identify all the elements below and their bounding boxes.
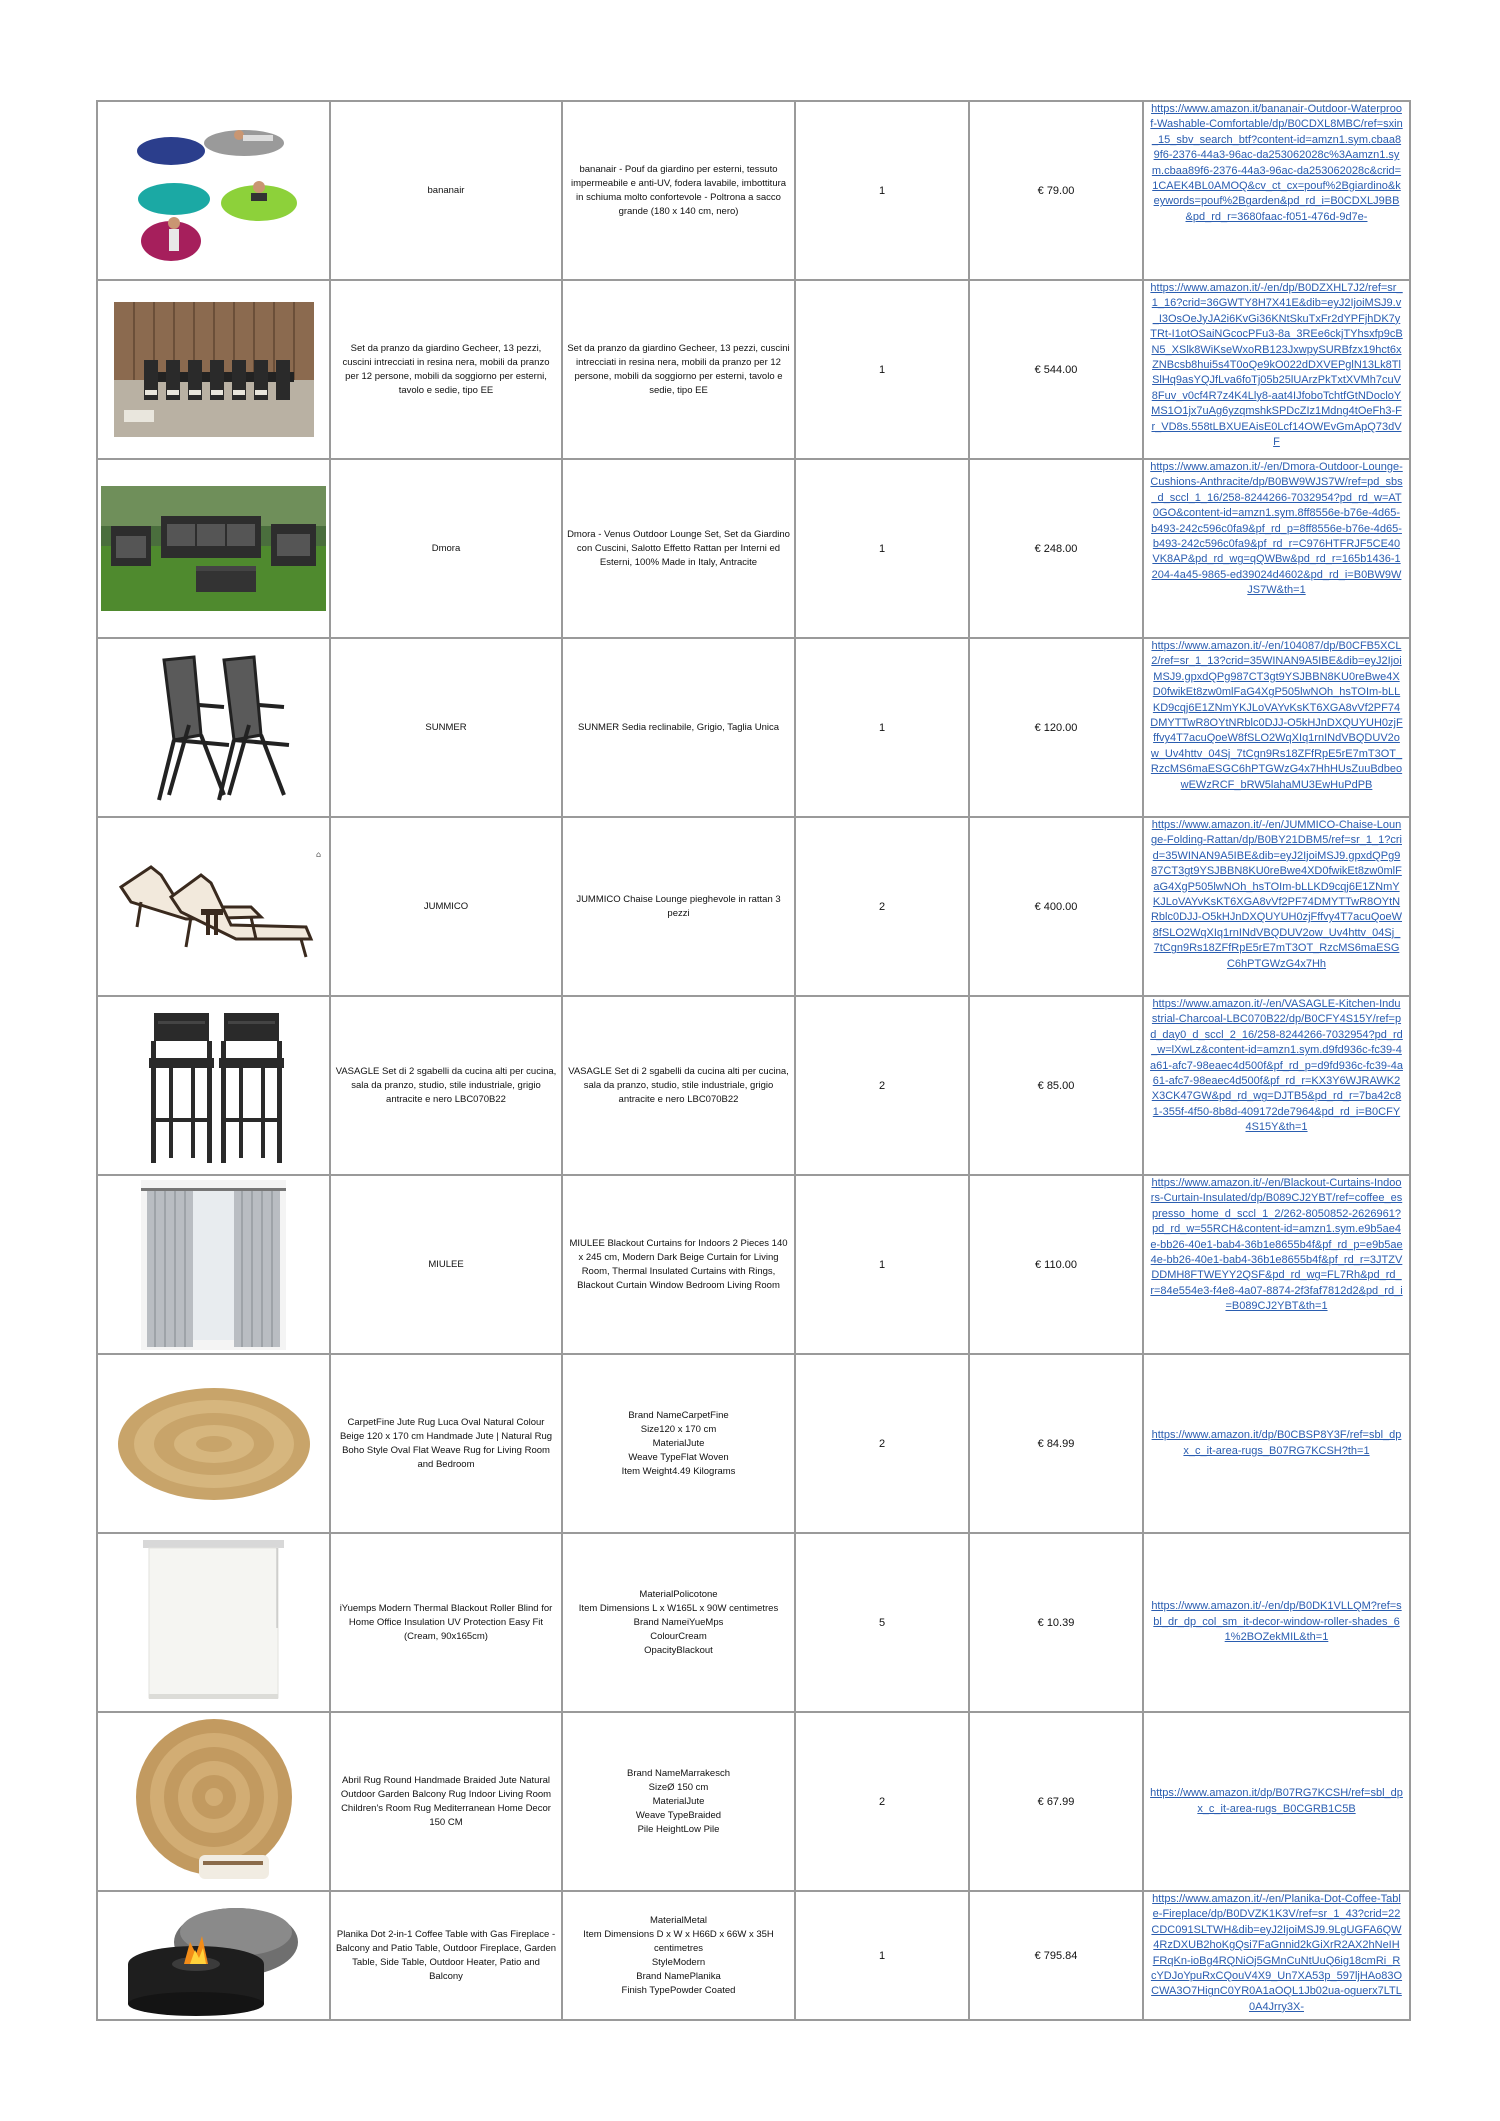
bar-stools-image xyxy=(129,1003,299,1168)
product-link[interactable]: https://www.amazon.it/-/en/JUMMICO-Chaise-Lounge-Folding-Rattan/dp/B0BY21DBM5/ref=sr_1_1?crid=35WINAN9A5IBE&dib=eyJ2IjoiMSJ9.gpxdQPg987CT3gt9YSJBBN8KU0reBwe4XD0fwikEt8zw0mlFaG4XgP505lwNOh_hsTOIm-bLLKD9cqj6E1ZNmYKJLoVAYvKsKT6XGA8vVf2PF74DMYTTwR8OYtNRblc0DJJ-O5kHJnDXQUYUH0zjFffvy4T7acuQoeW8fSLO2WqXIq1rnINdVBQDUV2ow_Uv4httv_04Sj_7tCgn9Rs18ZFfRpE5rE7mT3OT_RzcMS6maESGC6hPTGWzG4x7Hh xyxy=(1150,819,1403,970)
product-quantity: 1 xyxy=(795,1891,969,2020)
product-description: MaterialPolicotone Item Dimensions L x W165L x 90W centimetres Brand NameiYueMps ColourCream OpacityBlackout xyxy=(562,1533,795,1712)
product-link-cell xyxy=(1143,996,1410,1175)
product-name: CarpetFine Jute Rug Luca Oval Natural Colour Beige 120 x 170 cm Handmade Jute | Natural Rug Boho Style Oval Flat Weave Rug for Living Room and Bedroom xyxy=(330,1354,562,1533)
curtains-image xyxy=(141,1180,286,1350)
product-link[interactable]: https://www.amazon.it/-/en/dp/B0DZXHL7J2/ref=sr_1_16?crid=36GWTY8H7X41E&dib=eyJ2IjoiMSJ9.v_I3OsOeJyJA2i6KvGi36KNtSkuTxFr2dYPFjhDK7yTRt-I1otOSaiNGcocPFu3-8a_3REe6ckjTYhsxfp9cBN5_XSlk8WiKseWxoRB123JxwpySURBfzx19hct6xZNBcsb8hui5s4T0oQe9kO022dDXVEPglN13Lk8TlSlHq9asYQJfLva6foTj05b25lUArzPkTxtXVMh7cuV8Fuv_v0cf4R7z4K4Lly8-aat4IJfoboTchtfGtNDocloYMS1O1jx7uAg6yzqmshkSPDcZIz1Mdng4tOeFh3-Fr_VD8s.558tLBXUEAisE0Lcf14OWEvGmApQ73dVF xyxy=(1150,282,1403,449)
product-image-cell xyxy=(97,638,330,817)
product-price: € 400.00 xyxy=(969,817,1143,996)
product-link[interactable]: https://www.amazon.it/-/en/dp/B0DK1VLLQM?ref=sbl_dr_dp_col_sm_it-decor-window-roller-shades_61%2BOZekMIL&th=1 xyxy=(1151,1600,1402,1644)
product-price: € 544.00 xyxy=(969,280,1143,459)
table-row xyxy=(97,459,1410,638)
product-link-cell xyxy=(1143,101,1410,280)
product-link-cell xyxy=(1143,638,1410,817)
product-link[interactable]: https://www.amazon.it/-/en/Dmora-Outdoor-Lounge-Cushions-Anthracite/dp/B0BW9WJS7W/ref=pd_sbs_d_sccl_1_16/258-8244266-7032954?pd_rd_w=AT0GO&content-id=amzn1.sym.8ff8556e-b76e-4d65-b493-242c596c0fa9&pf_rd_p=8ff8556e-b76e-4d65-b493-242c596c0fa9&pf_rd_r=C976HTFRJF5CE40VK8AP&pd_rd_wg=qQWBw&pd_rd_r=165b1436-1204-4a45-9865-ed39024d4602&pd_rd_i=B0BW9WJS7W&th=1 xyxy=(1150,461,1403,597)
roller-blind-image xyxy=(141,1538,286,1708)
product-name: iYuemps Modern Thermal Blackout Roller Blind for Home Office Insulation UV Protection Easy Fit (Cream, 90x165cm) xyxy=(330,1533,562,1712)
fireplace-table-image xyxy=(124,1902,304,2017)
product-name: bananair xyxy=(330,101,562,280)
table-row xyxy=(97,996,1410,1175)
product-link-cell xyxy=(1143,1354,1410,1533)
product-name: MIULEE xyxy=(330,1175,562,1354)
product-description: Brand NameCarpetFine Size120 x 170 cm MaterialJute Weave TypeFlat Woven Item Weight4.49 Kilograms xyxy=(562,1354,795,1533)
product-quantity: 1 xyxy=(795,638,969,817)
product-image-cell xyxy=(97,817,330,996)
table-row xyxy=(97,1712,1410,1891)
product-name: SUNMER xyxy=(330,638,562,817)
product-description: VASAGLE Set di 2 sgabelli da cucina alti per cucina, sala da pranzo, studio, stile industriale, grigio antracite e nero LBC070B22 xyxy=(562,996,795,1175)
product-link[interactable]: https://www.amazon.it/dp/B0CBSP8Y3F/ref=sbl_dpx_c_it-area-rugs_B07RG7KCSH?th=1 xyxy=(1151,1429,1402,1457)
product-image-cell xyxy=(97,1891,330,2020)
product-image-cell xyxy=(97,459,330,638)
product-quantity: 1 xyxy=(795,101,969,280)
table-row xyxy=(97,1354,1410,1533)
product-quantity: 2 xyxy=(795,1354,969,1533)
table-row xyxy=(97,280,1410,459)
product-price: € 120.00 xyxy=(969,638,1143,817)
product-image-cell xyxy=(97,996,330,1175)
dining-set-image xyxy=(114,302,314,437)
product-price: € 79.00 xyxy=(969,101,1143,280)
product-description: Brand NameMarrakesch SizeØ 150 cm MaterialJute Weave TypeBraided Pile HeightLow Pile xyxy=(562,1712,795,1891)
product-price: € 67.99 xyxy=(969,1712,1143,1891)
product-price: € 10.39 xyxy=(969,1533,1143,1712)
product-quantity: 1 xyxy=(795,1175,969,1354)
product-link[interactable]: https://www.amazon.it/bananair-Outdoor-Waterproof-Washable-Comfortable/dp/B0CDXL8MBC/ref=sxin_15_sbv_search_btf?content-id=amzn1.sym.cbaa89f6-2376-44a3-96ac-da253062028c%3Aamzn1.sym.cbaa89f6-2376-44a3-96ac-da253062028c&crid=1CAEK4BL0AMOQ&cv_ct_cx=pouf%2Bgiardino&keywords=pouf%2Bgarden&pd_rd_i=B0CDXLJ9BB&pd_rd_r=3680faac-f051-476d-9d7e- xyxy=(1150,103,1403,223)
product-link-cell xyxy=(1143,1712,1410,1891)
product-link-cell xyxy=(1143,1891,1410,2020)
product-description: MIULEE Blackout Curtains for Indoors 2 Pieces 140 x 245 cm, Modern Dark Beige Curtain for Living Room, Thermal Insulated Curtains with Rings, Blackout Curtain Window Bedroom Living Room xyxy=(562,1175,795,1354)
table-row xyxy=(97,638,1410,817)
product-image-cell xyxy=(97,1533,330,1712)
product-name: VASAGLE Set di 2 sgabelli da cucina alti per cucina, sala da pranzo, studio, stile industriale, grigio antracite e nero LBC070B22 xyxy=(330,996,562,1175)
product-table xyxy=(96,100,1411,2021)
product-price: € 248.00 xyxy=(969,459,1143,638)
chaise-lounges-image xyxy=(101,847,326,967)
product-price: € 795.84 xyxy=(969,1891,1143,2020)
product-link-cell xyxy=(1143,1533,1410,1712)
product-link[interactable]: https://www.amazon.it/dp/B07RG7KCSH/ref=sbl_dpx_c_it-area-rugs_B0CGRB1C5B xyxy=(1150,1787,1403,1815)
product-description: MaterialMetal Item Dimensions D x W x H66D x 66W x 35H centimetres StyleModern Brand NamePlanika Finish TypePowder Coated xyxy=(562,1891,795,2020)
product-description: Dmora - Venus Outdoor Lounge Set, Set da Giardino con Cuscini, Salotto Effetto Rattan per Interni ed Esterni, 100% Made in Italy, Antracite xyxy=(562,459,795,638)
product-link-cell xyxy=(1143,817,1410,996)
product-price: € 85.00 xyxy=(969,996,1143,1175)
round-jute-rug-image xyxy=(129,1717,299,1887)
table-row xyxy=(97,1175,1410,1354)
rattan-lounge-set-image xyxy=(101,486,326,611)
product-price: € 110.00 xyxy=(969,1175,1143,1354)
product-image-cell xyxy=(97,1175,330,1354)
product-name: Dmora xyxy=(330,459,562,638)
product-description: SUNMER Sedia reclinabile, Grigio, Taglia Unica xyxy=(562,638,795,817)
product-quantity: 2 xyxy=(795,1712,969,1891)
product-image-cell xyxy=(97,1712,330,1891)
bean-bag-chairs-image xyxy=(119,111,309,271)
product-name: Set da pranzo da giardino Gecheer, 13 pezzi, cuscini intrecciati in resina nera, mobili da pranzo per 12 persone, mobili da soggiorno per esterni, tavolo e sedie, tipo EE xyxy=(330,280,562,459)
product-link[interactable]: https://www.amazon.it/-/en/Blackout-Curtains-Indoors-Curtain-Insulated/dp/B089CJ2YBT/ref=coffee_espresso_home_d_sccl_1_2/262-8050852-2626961?pd_rd_w=55RCH&content-id=amzn1.sym.e9b5ae4e-bb26-40e1-bab4-36b1e8655b4f&pf_rd_p=e9b5ae4e-bb26-40e1-bab4-36b1e8655b4f&pf_rd_r=3JTZVDDMH8FTWEYY2QSF&pd_rd_wg=FL7Rh&pd_rd_r=84e554e3-f4e8-4a07-8874-2f3faf7812d2&pd_rd_i=B089CJ2YBT&th=1 xyxy=(1150,1177,1403,1313)
table-row xyxy=(97,101,1410,280)
product-quantity: 1 xyxy=(795,280,969,459)
table-row xyxy=(97,1891,1410,2020)
product-description: JUMMICO Chaise Lounge pieghevole in rattan 3 pezzi xyxy=(562,817,795,996)
product-link-cell xyxy=(1143,459,1410,638)
product-image-cell xyxy=(97,101,330,280)
product-link[interactable]: https://www.amazon.it/-/en/VASAGLE-Kitchen-Industrial-Charcoal-LBC070B22/dp/B0CFY4S15Y/ref=pd_day0_d_sccl_2_16/258-8244266-7032954?pd_rd_w=lXwLz&content-id=amzn1.sym.d9fd936c-fc39-4a61-afc7-98eaec4d500f&pf_rd_p=d9fd936c-fc39-4a61-afc7-98eaec4d500f&pf_rd_r=KX3Y6WJRAWK2X3CK47GW&pd_rd_wg=DJTB5&pd_rd_r=7ba42c81-355f-4f50-8b8d-409172de7964&pd_rd_i=B0CFY4S15Y&th=1 xyxy=(1150,998,1403,1134)
table-row xyxy=(97,817,1410,996)
product-link[interactable]: https://www.amazon.it/-/en/104087/dp/B0CFB5XCL2/ref=sr_1_13?crid=35WINAN9A5IBE&dib=eyJ2IjoiMSJ9.gpxdQPg987CT3gt9YSJBBN8KU0reBwe4XD0fwikEt8zw0mlFaG4XgP505lwNOh_hsTOIm-bLLKD9cqj6E1ZNmYKJLoVAYvKsKT6XGA8vVf2PF74DMYTTwR8OYtNRblc0DJJ-O5kHJnDXQUYUH0zjFffvy4T7acuQoeW8fSLO2WqXIq1rnINdVBQDUV2ow_Uv4httv_04Sj_7tCgn9Rs18ZFfRpE5rE7mT3OT_RzcMS6maESGC6hPTGWzG4x7HhHUsZuuBdbeowEWzRCF_bRW5lahaMU3EwHuPdPB xyxy=(1150,640,1403,791)
product-quantity: 2 xyxy=(795,996,969,1175)
product-name: Abril Rug Round Handmade Braided Jute Natural Outdoor Garden Balcony Rug Indoor Living Room Children's Room Rug Mediterranean Home Decor 150 CM xyxy=(330,1712,562,1891)
oval-jute-rug-image xyxy=(114,1384,314,1504)
product-link-cell xyxy=(1143,280,1410,459)
product-link-cell xyxy=(1143,1175,1410,1354)
svg-text:⌂: ⌂ xyxy=(316,849,322,859)
table-row xyxy=(97,1533,1410,1712)
product-name: JUMMICO xyxy=(330,817,562,996)
product-image-cell xyxy=(97,280,330,459)
product-quantity: 2 xyxy=(795,817,969,996)
product-image-cell xyxy=(97,1354,330,1533)
product-quantity: 1 xyxy=(795,459,969,638)
product-description: bananair - Pouf da giardino per esterni, tessuto impermeabile e anti-UV, fodera lavabile, imbottitura in schiuma molto confortevole - Poltrona a sacco grande (180 x 140 cm, nero) xyxy=(562,101,795,280)
product-quantity: 5 xyxy=(795,1533,969,1712)
product-price: € 84.99 xyxy=(969,1354,1143,1533)
product-link[interactable]: https://www.amazon.it/-/en/Planika-Dot-Coffee-Table-Fireplace/dp/B0DVZK1K3V/ref=sr_1_43?crid=22CDC091SLTWH&dib=eyJ2IjoiMSJ9.9LgUGFA6QW4RzDXUB2hoKgQsi7FaGnnid2kGiXrR2AX2hNeIHFRqKn-ioBg4RQNiOj5GMnCuNtUuQ6ig18cmRi_RcYDJoYpuRxCQouV4X9_Un7XA53p_597ljHAo83OCWA3O7HignC0YR0A1aOQL1Jb02ua-oguerx7LTL0A4Jrry3X- xyxy=(1150,1893,1403,2013)
product-name: Planika Dot 2-in-1 Coffee Table with Gas Fireplace - Balcony and Patio Table, Outdoor Fireplace, Garden Table, Side Table, Outdoor Heater, Patio and Balcony xyxy=(330,1891,562,2020)
reclining-chairs-image xyxy=(129,645,299,810)
product-description: Set da pranzo da giardino Gecheer, 13 pezzi, cuscini intrecciati in resina nera, mobili da pranzo per 12 persone, mobili da soggiorno per esterni, tavolo e sedie, tipo EE xyxy=(562,280,795,459)
